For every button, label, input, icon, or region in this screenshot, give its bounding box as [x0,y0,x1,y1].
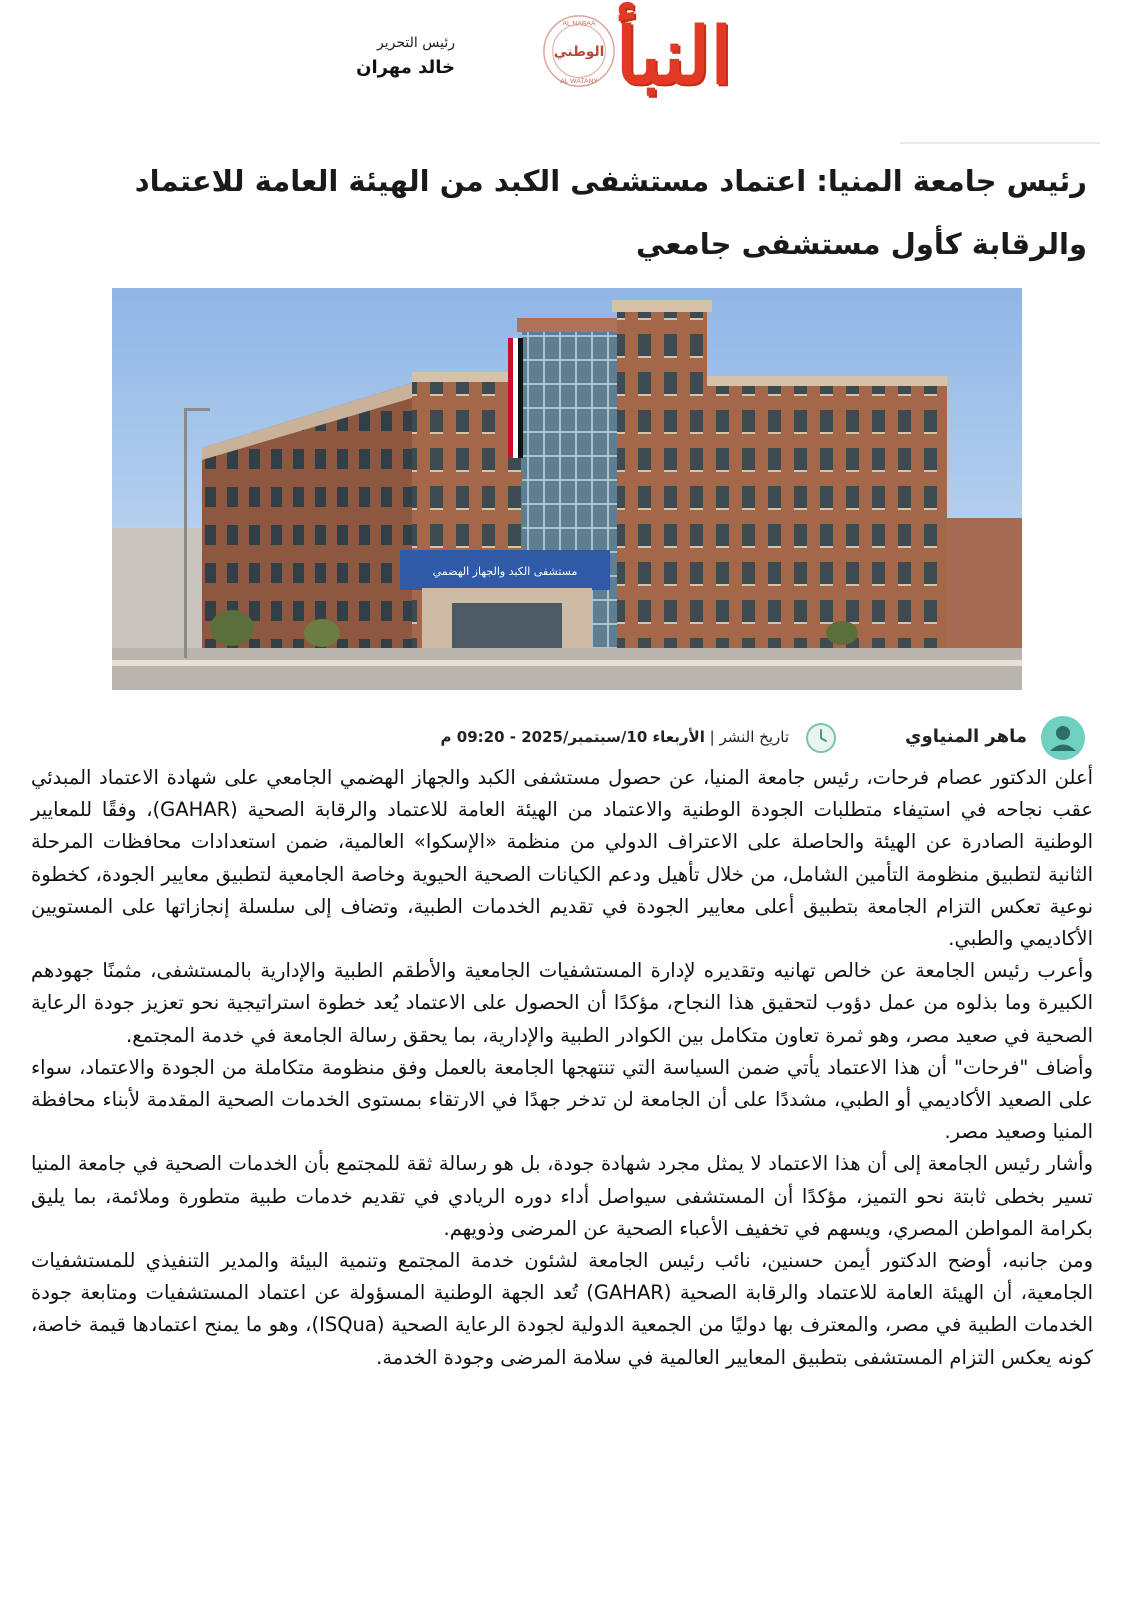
editor-in-chief [330,34,455,84]
article-headline: رئيس جامعة المنيا: اعتماد مستشفى الكبد من الهيئة العامة للاعتماد والرقابة كأول مستشفى جامعي [134,164,1087,261]
article-paragraph: ومن جانبه، أوضح الدكتور أيمن حسنين، نائب رئيس الجامعة لشئون خدمة المجتمع وتنمية البيئة والمدير التنفيذي للمستشفيات الجامعية، أن الهيئة العامة للاعتماد والرقابة الصحية (GAHAR) تُعد الجهة الوطنية المسؤولة عن اعتماد المستشفيات ومتابعة جودة الخدمات الطبية في مصر، والمعترف بها دوليًا من الجمعية الدولية لجودة الرعاية الصحية (ISQua)، وهو ما يمنح اعتمادها قيمة خاصة، كونه يعكس التزام المستشفى بتطبيق المعايير العالمية في سلامة المرضى وجودة الخدمة. [31,1249,1093,1369]
article-body [31,762,1093,1374]
article-photo[interactable] [112,288,1022,690]
publish-date-value: الأربعاء 10/سبتمبر/2025 - 09:20 م [440,728,705,746]
newspaper-logo[interactable] [490,8,740,123]
article-paragraph: وأضاف "فرحات" أن هذا الاعتماد يأتي ضمن السياسة التي تنتهجها الجامعة بالعمل وفق منظومة متكاملة من الجودة والاعتماد، سواء على الصعيد الأكاديمي أو الطبي، مشددًا على أن الجامعة لن تدخر جهدًا في الارتقاء بمستوى الخدمات الصحية المقدمة لأبناء محافظة المنيا وصعيد مصر. [31,1055,1093,1144]
article-byline [430,716,1085,760]
user-avatar-icon[interactable] [1041,716,1085,760]
article-paragraph: أعلن الدكتور عصام فرحات، رئيس جامعة المنيا، عن حصول مستشفى الكبد والجهاز الهضمي الجامعي على شهادة الاعتماد المبدئي عقب نجاحه في استيفاء متطلبات الجودة الوطنية والاعتماد من الهيئة العامة للاعتماد والرقابة الصحية (GAHAR)، وفقًا للمعايير الوطنية الصادرة عن الهيئة والحاصلة على الاعتراف الدولي من منظمة «الإسكوا» العالمية، ضمن استعدادات محافظات المرحلة الثانية لتطبيق منظومة التأمين الشامل، من خلال تأهيل ودعم الكيانات الصحية الحيوية وخاصة الجامعية لتطبيق معايير الجودة، كخطوة نوعية تعكس التزام الجامعة بتطبيق أعلى معايير الجودة في تقديم الخدمات الطبية، وتضاف إلى سلسلة إنجازاتها على المستويين الأكاديمي والطبي. [31,766,1093,951]
publish-date [441,728,789,746]
logo-seal-icon [540,12,618,90]
svg-text:الوطني: الوطني [553,43,605,60]
article-paragraph: وأشار رئيس الجامعة إلى أن هذا الاعتماد لا يمثل مجرد شهادة جودة، بل هو رسالة ثقة للمجتمع بأن الخدمات الصحية في جامعة المنيا تسير بخطى ثابتة نحو التميز، مؤكدًا أن المستشفى سيواصل أداء دوره الريادي في تقديم خدمات طبية متطورة وملائمة، بما يليق بكرامة المواطن المصري، ويسهم في تخفيف الأعباء الصحية عن المرضى وذويهم. [31,1152,1093,1240]
publish-date-label: تاريخ النشر | [709,728,789,746]
clock-icon [805,722,837,754]
masthead [0,0,1131,140]
svg-text:AL NABAA: AL NABAA [562,20,596,28]
author-name[interactable]: ماهر المنياوي [905,726,1027,747]
hospital-building-image [112,288,1022,690]
svg-text:مستشفى الكبد والجهاز الهضمي: مستشفى الكبد والجهاز الهضمي [432,565,578,578]
logo-wordmark: النبأ [615,11,732,102]
svg-text:AL WATANY: AL WATANY [560,78,598,86]
masthead-divider [900,142,1100,144]
article-paragraph: وأعرب رئيس الجامعة عن خالص تهانيه وتقديره لإدارة المستشفيات الجامعية والأطقم الطبية والإدارية بالمستشفى، مثمنًا جهودهم الكبيرة وما بذلوه من عمل دؤوب لتحقيق هذا النجاح، مؤكدًا أن الحصول على الاعتماد يُعد خطوة استراتيجية نحو تعزيز جودة الرعاية الصحية في صعيد مصر، وهو ثمرة تعاون متكامل بين الكوادر الطبية والإدارية، بما يحقق رسالة الجامعة في خدمة المجتمع. [31,959,1093,1047]
editor-name: خالد مهران [356,57,455,78]
editor-role: رئيس التحرير [377,35,455,51]
